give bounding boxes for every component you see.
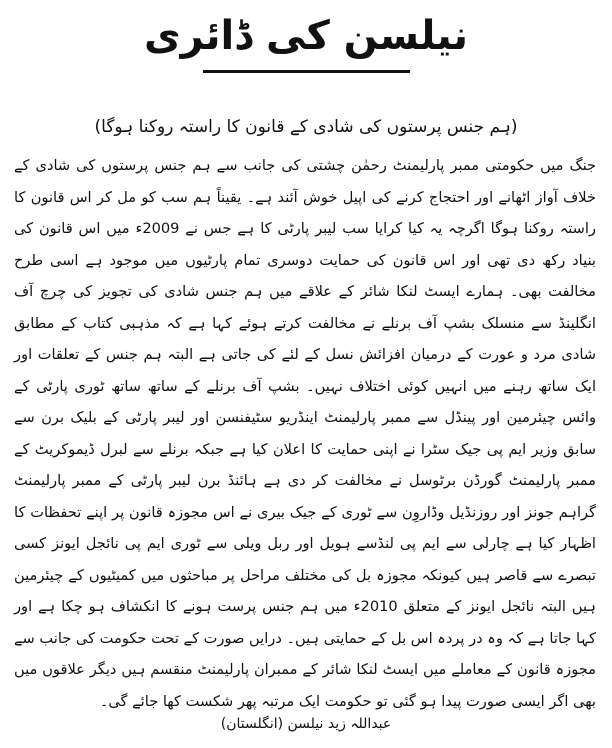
column-title: نیلسن کی ڈائری [143,13,469,59]
article-body: جنگ میں حکومتی ممبر پارلیمنٹ رحمٰن چشتی کی جانب سے ہم جنس پرستوں کی شادی کے خلاف آواز اٹھانے اور احتجاج کرنے کی اپیل خوش آئند ہے۔ یقیناً ہم سب کو مل کر اس قانون کا راستہ روکنا ہوگا اگرچہ یہ کیا کرایا سب لیبر پارٹی کا ہے جس نے 2009ء میں اس قانون کی بنیاد رکھ دی تھی اور اس قانون کی حمایت دوسری تمام پارٹیوں میں موجود ہے اسی طرح مخالفت بھی۔ ہمارے ایسٹ لنکا شائر کے علاقے میں ہم جنس شادی کی تجویز کی چرچ آف انگلینڈ سے منسلک بشپ آف برنلے نے مخالفت کرتے ہوئے کہا ہے کہ مذہبی کتاب کے مطابق شادی مرد و عورت کے درمیان افزائش نسل کے لئے کی جاتی ہے البتہ ہم جنس کے تعلقات اور ایک ساتھ رہنے میں انہیں کوئی اختلاف نہیں۔ بشپ آف برنلے کے ساتھ ساتھ ٹوری پارٹی کے وائس چیئرمین اور پینڈل سے ممبر پارلیمنٹ اینڈریو سٹیفنسن اور لیبر پارٹی کے بلیک برن سے سابق وزیر ایم پی جیک سٹرا نے اپنی حمایت کا اعلان کیا ہے جبکہ برنلے سے لبرل ڈیموکریٹ کے ممبر پارلیمنٹ گورڈن برٹوسل نے مخالفت کر دی ہے ہائنڈ برن لیبر پارٹی کے ممبر پارلیمنٹ گراہم جونز اور روزنڈیل وڈاروِن سے ٹوری کے جیک بیری نے اس مجوزہ قانون پر اپنے تحفظات کا اظہار کیا ہے چارلی سے ایم پی لنڈسے ہویل اور ربل ویلی سے ٹوری ایم پی نائجل ایونز کسی تبصرے سے قاصر ہیں کیونکہ مجوزہ بل کی مختلف مراحل پر مباحثوں میں کمیٹیوں کے چیئرمین ہیں البتہ نائجل ایونز کے متعلق 2010ء میں ہم جنس پرست ہونے کا انکشاف ہو چکا ہے اور کہا جاتا ہے کہ وہ در پردہ اس بل کے حمایتی ہیں۔ درایں صورت کے تحت حکومت کی جانب سے مجوزہ قانون کے معاملے میں ایسٹ لنکا شائر کے ممبران پارلیمنٹ منقسم ہیں دیگر علاقوں میں بھی اگر ایسی صورت پیدا ہو گئی تو حکومت ایک مرتبہ پھر شکست کھا جائے گی۔ [14,157,596,710]
title-underline [203,70,410,73]
author-byline: عبداللہ زید نیلسن (انگلستان) [220,716,392,732]
article-subtitle: (ہم جنس پرستوں کی شادی کے قانون کا راستہ روکنا ہوگا) [94,117,518,137]
